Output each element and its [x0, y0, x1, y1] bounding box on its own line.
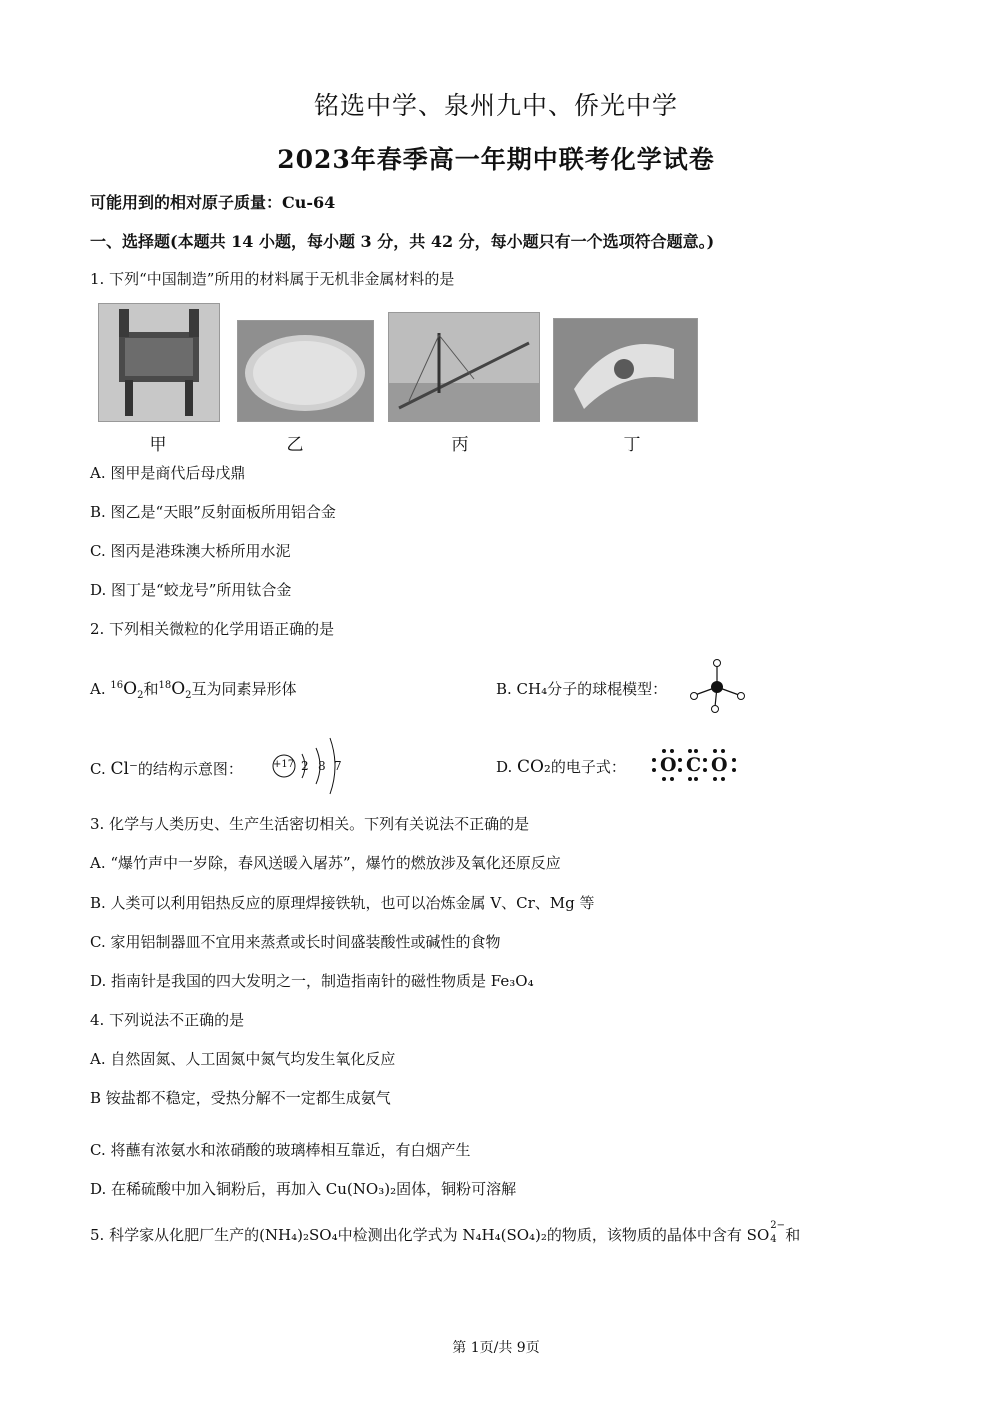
q2-c-prefix: C. — [90, 760, 106, 778]
q4-stem: 4. 下列说法不正确的是 — [90, 1011, 245, 1029]
q2-stem: 2. 下列相关微粒的化学用语正确的是 — [90, 620, 335, 638]
caption-jia: 甲 — [149, 435, 167, 455]
q2-a-mass16: 16 — [110, 680, 124, 691]
q5-stem — [90, 1220, 801, 1245]
q2-d-prefix: D. — [496, 758, 513, 776]
co2-atom-c: C — [686, 754, 702, 776]
q3-option-d: D. 指南针是我国的四大发明之一，制造指南针的磁性物质是 Fe₃O₄ — [90, 972, 534, 990]
cl-ion-structure-diagram — [268, 734, 348, 796]
q2-a-and: 和 — [143, 680, 159, 698]
q4-option-d: D. 在稀硫酸中加入铜粉后，再加入 Cu(NO₃)₂固体，铜粉可溶解 — [90, 1180, 517, 1198]
q2-d-text: 的电子式： — [550, 758, 626, 776]
q2-d-formula: CO₂ — [517, 757, 551, 777]
cl-shell-3: 7 — [334, 759, 342, 773]
q1-option-b: B. 图乙是“天眼”反射面板所用铝合金 — [90, 503, 336, 521]
ch4-ball-stick-model — [688, 658, 750, 720]
q2-c-text: 的结构示意图： — [137, 760, 243, 778]
caption-bing: 丙 — [451, 435, 469, 455]
q2-option-c — [90, 758, 243, 779]
q2-a-sub2: 2 — [185, 690, 192, 701]
q2-option-b: B. CH₄分子的球棍模型： — [496, 680, 668, 698]
q5-stem-text: 5. 科学家从化肥厂生产的(NH₄)₂SO₄中检测出化学式为 N₄H₄(SO₄)₂的物质，该物质的晶体中含有 SO — [90, 1226, 770, 1244]
image-submersible — [553, 318, 698, 422]
caption-yi: 乙 — [286, 435, 304, 455]
exam-title: 2023年春季高一年期中联考化学试卷 — [277, 145, 715, 174]
q3-option-b: B. 人类可以利用铝热反应的原理焊接铁轨，也可以冶炼金属 V、Cr、Mg 等 — [90, 894, 595, 912]
q3-option-a: A. “爆竹声中一岁除，春风送暖入屠苏”，爆竹的燃放涉及氧化还原反应 — [90, 854, 561, 872]
q2-a-o-symbol: O — [123, 679, 138, 699]
image-ding-vessel — [98, 303, 220, 422]
q2-a-o-symbol2: O — [171, 679, 186, 699]
section-heading: 一、选择题(本题共 14 小题，每小题 3 分，共 42 分，每小题只有一个选项符合题意。) — [90, 232, 715, 251]
q5-ion-scripts — [769, 1220, 786, 1245]
q5-ion-sup: 2− — [770, 1220, 786, 1231]
co2-atom-o2: O — [711, 754, 728, 776]
q3-option-c: C. 家用铝制器皿不宜用来蒸煮或长时间盛装酸性或碱性的食物 — [90, 933, 501, 951]
co2-electron-formula — [650, 748, 740, 782]
q1-option-c: C. 图丙是港珠澳大桥所用水泥 — [90, 542, 291, 560]
cl-nucleus-charge: +17 — [273, 759, 295, 770]
q2-a-prefix: A. — [90, 680, 106, 698]
q1-stem: 1. 下列“中国制造”所用的材料属于无机非金属材料的是 — [90, 270, 455, 288]
q2-a-text: 互为同素异形体 — [191, 680, 297, 698]
q1-option-d: D. 图丁是“蛟龙号”所用钛合金 — [90, 581, 292, 599]
school-names: 铭选中学、泉州九中、侨光中学 — [313, 91, 678, 120]
page-footer: 第 1页/共 9页 — [452, 1340, 540, 1356]
q2-a-mass18: 18 — [158, 680, 172, 691]
caption-ding: 丁 — [623, 435, 641, 455]
cl-shell-1: 2 — [301, 759, 309, 773]
q5-ion-sub: 4 — [770, 1234, 777, 1245]
q1-option-a: A. 图甲是商代后母戊鼎 — [90, 464, 246, 482]
q3-stem: 3. 化学与人类历史、生产生活密切相关。下列有关说法不正确的是 — [90, 815, 530, 833]
co2-atom-o1: O — [660, 754, 677, 776]
q2-option-d — [496, 756, 626, 777]
cl-shell-2: 8 — [318, 759, 326, 773]
q2-c-ion: Cl⁻ — [110, 759, 138, 779]
atomic-mass-note: 可能用到的相对原子质量：Cu-64 — [90, 193, 336, 212]
q2-option-a — [90, 678, 297, 701]
q4-option-a: A. 自然固氮、人工固氮中氮气均发生氧化反应 — [90, 1050, 396, 1068]
q4-option-c: C. 将蘸有浓氨水和浓硝酸的玻璃棒相互靠近，有白烟产生 — [90, 1141, 471, 1159]
q5-tail: 和 — [785, 1226, 801, 1244]
image-fast-telescope — [237, 320, 374, 422]
q2-a-sub: 2 — [137, 690, 144, 701]
image-bridge — [388, 312, 540, 422]
q4-option-b: B 铵盐都不稳定，受热分解不一定都生成氨气 — [90, 1089, 391, 1107]
